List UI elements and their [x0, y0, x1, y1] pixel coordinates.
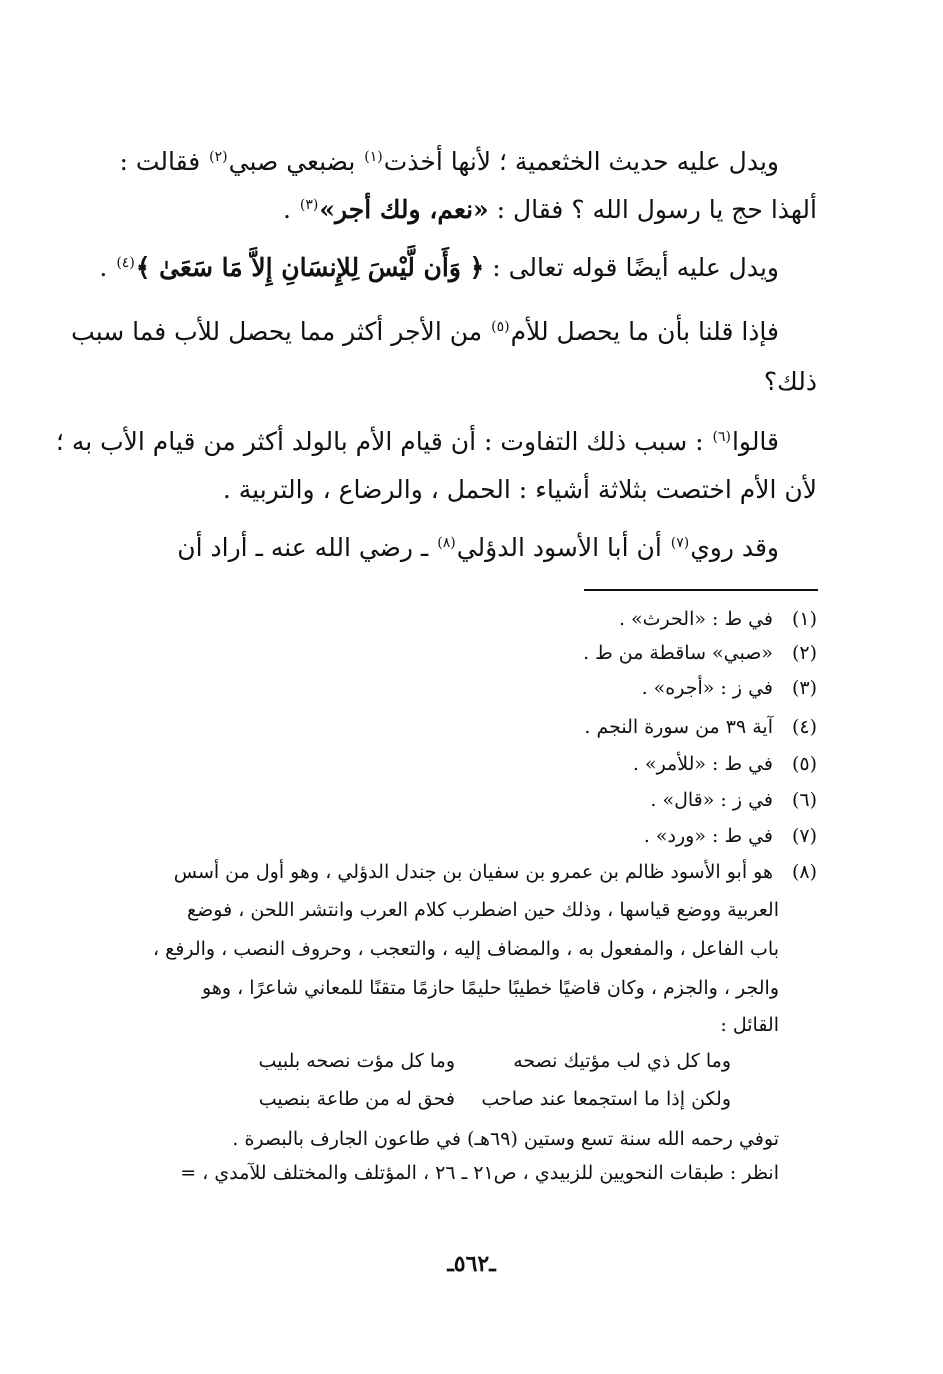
footnote-text: انظر : طبقات النحويين للزبيدي ، ص٢١ ـ ٢٦ ، المؤتلف والمختلف للآمدي ، =: [180, 1162, 779, 1184]
body-text: : سبب ذلك التفاوت : أن قيام الأم بالولد أكثر من قيام الأب به ؛: [55, 427, 704, 456]
footnote-ref-8: (٨): [437, 534, 456, 551]
body-line-3: [79, 248, 779, 288]
body-text: من الأجر أكثر مما يحصل للأب فما سبب: [71, 317, 483, 346]
body-text: .: [282, 195, 291, 224]
footnote-text: باب الفاعل ، والمفعول به ، والمضاف إليه ، والتعجب ، وحروف النصب ، والرفع ،: [152, 938, 779, 960]
footnote-8-line-3: [107, 933, 779, 966]
body-text: لأن الأم اختصت بثلاثة أشياء : الحمل ، والرضاع ، والتربية .: [222, 475, 817, 504]
quran-verse: ﴿ وَأَن لَّيْسَ لِلإِنسَانِ إِلاَّ مَا سَعَىٰ ﴾: [135, 253, 485, 282]
body-line-7: [117, 470, 817, 510]
footnote-text: في ز : «قال» .: [650, 789, 773, 811]
page-number: ـ٥٦٢ـ: [447, 1251, 496, 1277]
footnote-number: (٥): [791, 753, 817, 775]
body-line-1: [79, 142, 779, 182]
verse-1-first-hemistich: [513, 1045, 731, 1078]
verse-text: وما كل ذي لب مؤتيك نصحه: [513, 1050, 731, 1072]
footnote-text: توفي رحمه الله سنة تسع وستين (٦٩هـ) في طاعون الجارف بالبصرة .: [232, 1128, 779, 1150]
footnote-number: (٧): [791, 825, 817, 847]
body-text: ـ رضي الله عنه ـ أراد أن: [177, 533, 429, 562]
verse-1-second-hemistich: [258, 1045, 455, 1078]
footnote-ref-3: (٣): [299, 196, 319, 213]
footnote-8-line-9: [107, 1157, 779, 1190]
footnote-8-line-4: [107, 972, 779, 1005]
footnote-ref-5: (٥): [491, 318, 510, 335]
verse-2-second-hemistich: [259, 1083, 455, 1116]
footnote-ref-2: (٢): [209, 148, 228, 165]
footnote-8-line-8: [107, 1123, 779, 1156]
body-line-5: [117, 362, 817, 402]
footnote-text: والجر ، والجزم ، وكان قاضيًا خطيبًا حليمًا حازمًا متقنًا للمعاني شاعرًا ، وهو: [202, 977, 779, 999]
footnote-8-line-2: [107, 894, 779, 927]
body-text: وقد روي: [690, 533, 779, 562]
footnote-2: [107, 637, 817, 670]
footnote-number: (٦): [791, 789, 817, 811]
footnote-ref-4: (٤): [116, 254, 135, 271]
footnote-text: «صبي» ساقطة من ط .: [583, 642, 773, 664]
footnote-text: هو أبو الأسود ظالم بن عمرو بن سفيان بن جندل الدؤلي ، وهو أول من أسس: [173, 861, 773, 883]
body-line-8: [79, 528, 779, 568]
body-text: ألهذا حج يا رسول الله ؟ فقال :: [496, 195, 817, 224]
body-text: ويدل عليه حديث الخثعمية ؛ لأنها أخذت: [383, 147, 779, 176]
body-text: ذلك؟: [763, 367, 817, 396]
footnote-number: (٣): [791, 677, 817, 699]
body-text: أن أبا الأسود الدؤلي: [456, 533, 662, 562]
footnote-ref-7: (٧): [670, 534, 690, 551]
body-text: فإذا قلنا بأن ما يحصل للأم: [510, 317, 779, 346]
footnote-number: (١): [791, 608, 817, 630]
footnote-ref-6: (٦): [712, 428, 731, 445]
footnote-8: [107, 856, 817, 889]
verse-2-first-hemistich: [481, 1083, 731, 1116]
footnote-text: في ط : «ورد» .: [643, 825, 773, 847]
verse-text: وما كل مؤت نصحه بلبيب: [258, 1050, 455, 1072]
footnote-text: العربية ووضع قياسها ، وذلك حين اضطرب كلام العرب وانتشر اللحن ، فوضع: [187, 899, 779, 921]
footnote-text: في ز : «أجره» .: [641, 677, 773, 699]
hadith-quote: «نعم، ولك أجر»: [319, 195, 489, 224]
body-line-6: [55, 422, 779, 462]
verse-text: ولكن إذا ما استجمعا عند صاحب: [481, 1088, 731, 1110]
footnote-number: (٢): [791, 642, 817, 664]
footnote-text: في ط : «الحرث» .: [618, 608, 773, 630]
body-text: .: [99, 253, 108, 282]
footnote-number: (٨): [791, 861, 817, 883]
footnote-text: القائل :: [720, 1014, 779, 1036]
footnote-number: (٤): [791, 716, 817, 738]
body-text: قالوا: [731, 427, 779, 456]
footnote-text: في ط : «للأمر» .: [632, 753, 773, 775]
footnote-8-line-5: [107, 1009, 779, 1042]
footnote-5: [107, 748, 817, 781]
footnote-1: [107, 603, 817, 636]
footnote-text: آية ٣٩ من سورة النجم .: [584, 716, 773, 738]
body-line-2: [117, 190, 817, 230]
footnote-7: [107, 820, 817, 853]
footnote-3: [107, 672, 817, 705]
footnote-divider: [584, 589, 818, 591]
body-text: فقالت :: [119, 147, 201, 176]
body-text: ويدل عليه أيضًا قوله تعالى :: [492, 253, 779, 282]
footnote-6: [107, 784, 817, 817]
footnote-ref-1: (١): [364, 148, 383, 165]
body-text: بضبعي صبي: [228, 147, 356, 176]
verse-text: فحق له من طاعة بنصيب: [258, 1088, 455, 1110]
body-line-4: [71, 312, 779, 352]
footnote-4: [107, 711, 817, 744]
